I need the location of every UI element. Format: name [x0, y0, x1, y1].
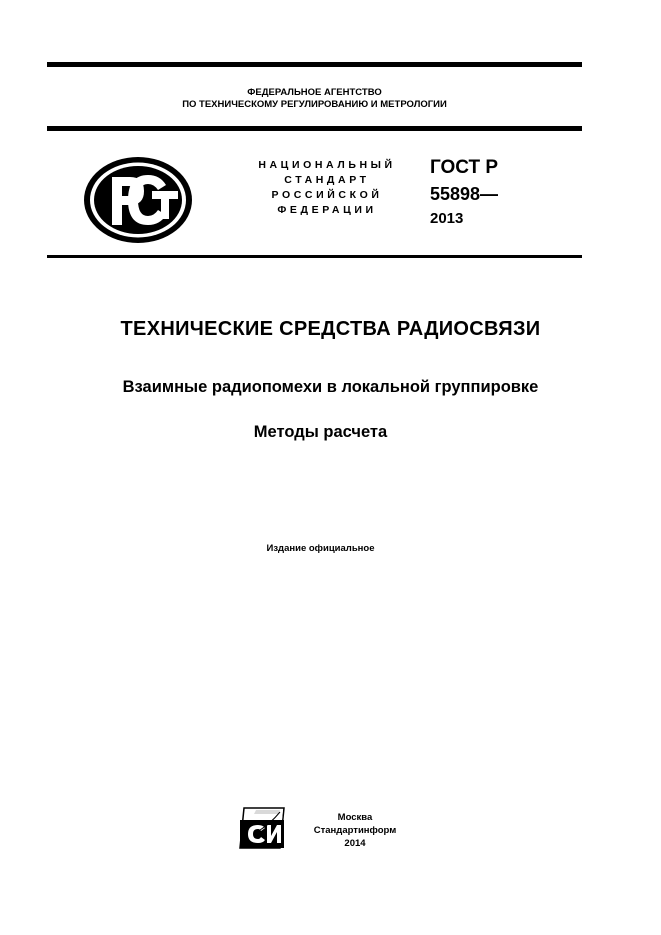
- national-standard-label: [232, 158, 422, 218]
- kind-line-1: НАЦИОНАЛЬНЫЙ: [258, 159, 396, 171]
- middle-rule: [47, 126, 582, 131]
- publisher-year: 2014: [344, 838, 366, 849]
- agency-line-1: ФЕДЕРАЛЬНОЕ АГЕНТСТВО: [247, 87, 382, 98]
- kind-line-4: ФЕДЕРАЦИИ: [277, 204, 377, 216]
- document-subtitle: Взаимные радиопомехи в локальной группировке: [122, 378, 539, 396]
- kind-line-3: РОССИЙСКОЙ: [271, 189, 383, 201]
- standard-number: 55898—: [430, 184, 499, 204]
- standard-designation: ГОСТ Р: [430, 157, 499, 178]
- standard-year: 2013: [430, 210, 464, 227]
- publisher-name: Стандартинформ: [313, 825, 397, 836]
- document-methods: Методы расчета: [253, 423, 388, 441]
- bottom-rule: [47, 255, 582, 258]
- gost-r-logo-icon: [82, 155, 194, 245]
- top-rule: [47, 62, 582, 67]
- agency-line-2: ПО ТЕХНИЧЕСКОМУ РЕГУЛИРОВАНИЮ И МЕТРОЛОГИИ: [182, 99, 447, 110]
- standartinform-logo-icon: [236, 806, 288, 850]
- agency-header: [47, 87, 582, 111]
- publisher-city: Москва: [337, 812, 373, 823]
- edition-label: Издание официальное: [266, 543, 375, 554]
- kind-line-2: СТАНДАРТ: [284, 174, 370, 186]
- publisher-block: [305, 811, 405, 850]
- document-title: ТЕХНИЧЕСКИЕ СРЕДСТВА РАДИОСВЯЗИ: [120, 318, 541, 340]
